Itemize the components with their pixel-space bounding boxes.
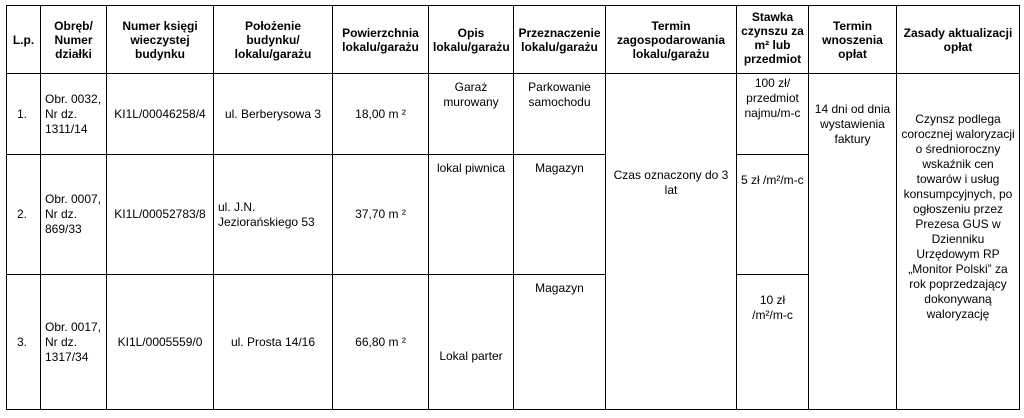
cell-opis: lokal piwnica <box>429 155 514 275</box>
header-polozenie: Położenie budynku/ lokalu/garażu <box>214 6 333 74</box>
cell-zasady <box>897 74 1020 410</box>
cell-ksiega: KI1L/00046258/4 <box>107 74 214 155</box>
header-przeznaczenie: Przeznaczenie lokalu/garażu <box>514 6 606 74</box>
cell-obreb: Obr. 0007, Nr dz. 869/33 <box>41 155 107 275</box>
header-obreb: Obręb/ Numer działki <box>41 6 107 74</box>
cell-ksiega: KI1L/0005559/0 <box>107 275 214 410</box>
cell-lp: 1. <box>7 74 41 155</box>
header-stawka <box>737 6 809 74</box>
cell-polozenie: ul. J.N. Jeziorańskiego 53 <box>214 155 333 275</box>
cell-lp: 3. <box>7 275 41 410</box>
header-stawka-text: Stawka czynszu za m² lub przedmiot <box>741 9 804 66</box>
zasady-text: Czynsz podlega corocznej waloryzacji o średnioroczny wskaźnik cen towarów i usług konsumpcyjnych, po ogłoszeniu przez Prezesa GUS w Dzienniku Urzędowym RP „Monitor Polski” za rok poprzedzający dokonywaną waloryzację <box>901 111 1015 321</box>
cell-powierzchnia: 66,80 m ² <box>333 275 429 410</box>
cell-termin-zagospodarowania <box>606 74 737 410</box>
cell-obreb: Obr. 0032, Nr dz. 1311/14 <box>41 74 107 155</box>
cell-powierzchnia: 37,70 m ² <box>333 155 429 275</box>
header-termin-zagospodarowania: Termin zagospodarowania lokalu/garażu <box>606 6 737 74</box>
cell-obreb: Obr. 0017, Nr dz. 1317/34 <box>41 275 107 410</box>
cell-opis: Lokal parter <box>429 275 514 410</box>
termin-zagospodarowania-text: Czas oznaczony do 3 lat <box>613 167 729 197</box>
cell-lp: 2. <box>7 155 41 275</box>
cell-opis: Garaż murowany <box>429 74 514 155</box>
cell-polozenie: ul. Prosta 14/16 <box>214 275 333 410</box>
table-row <box>7 74 1020 155</box>
cell-stawka: 5 zł /m²/m-c <box>737 155 809 275</box>
header-opis: Opis lokalu/garażu <box>429 6 514 74</box>
cell-powierzchnia: 18,00 m ² <box>333 74 429 155</box>
header-row <box>7 6 1020 74</box>
header-ksiega: Numer księgi wieczystej budynku <box>107 6 214 74</box>
cell-polozenie: ul. Berberysowa 3 <box>214 74 333 155</box>
cell-stawka: 10 zł /m²/m-c <box>737 275 809 410</box>
cell-stawka: 100 zł/ przedmiot najmu/m-c <box>737 74 809 155</box>
cell-przeznaczenie: Magazyn <box>514 275 606 410</box>
cell-ksiega: KI1L/00052783/8 <box>107 155 214 275</box>
cell-przeznaczenie: Magazyn <box>514 155 606 275</box>
property-table <box>6 5 1020 410</box>
cell-termin-oplat <box>809 74 897 410</box>
header-lp: L.p. <box>7 6 41 74</box>
header-termin-oplat: Termin wnoszenia opłat <box>809 6 897 74</box>
header-zasady: Zasady aktualizacji opłat <box>897 6 1020 74</box>
termin-oplat-text: 14 dni od dnia wystawienia faktury <box>814 101 891 146</box>
cell-przeznaczenie: Parkowanie samochodu <box>514 74 606 155</box>
header-powierzchnia: Powierzchnia lokalu/garażu <box>333 6 429 74</box>
